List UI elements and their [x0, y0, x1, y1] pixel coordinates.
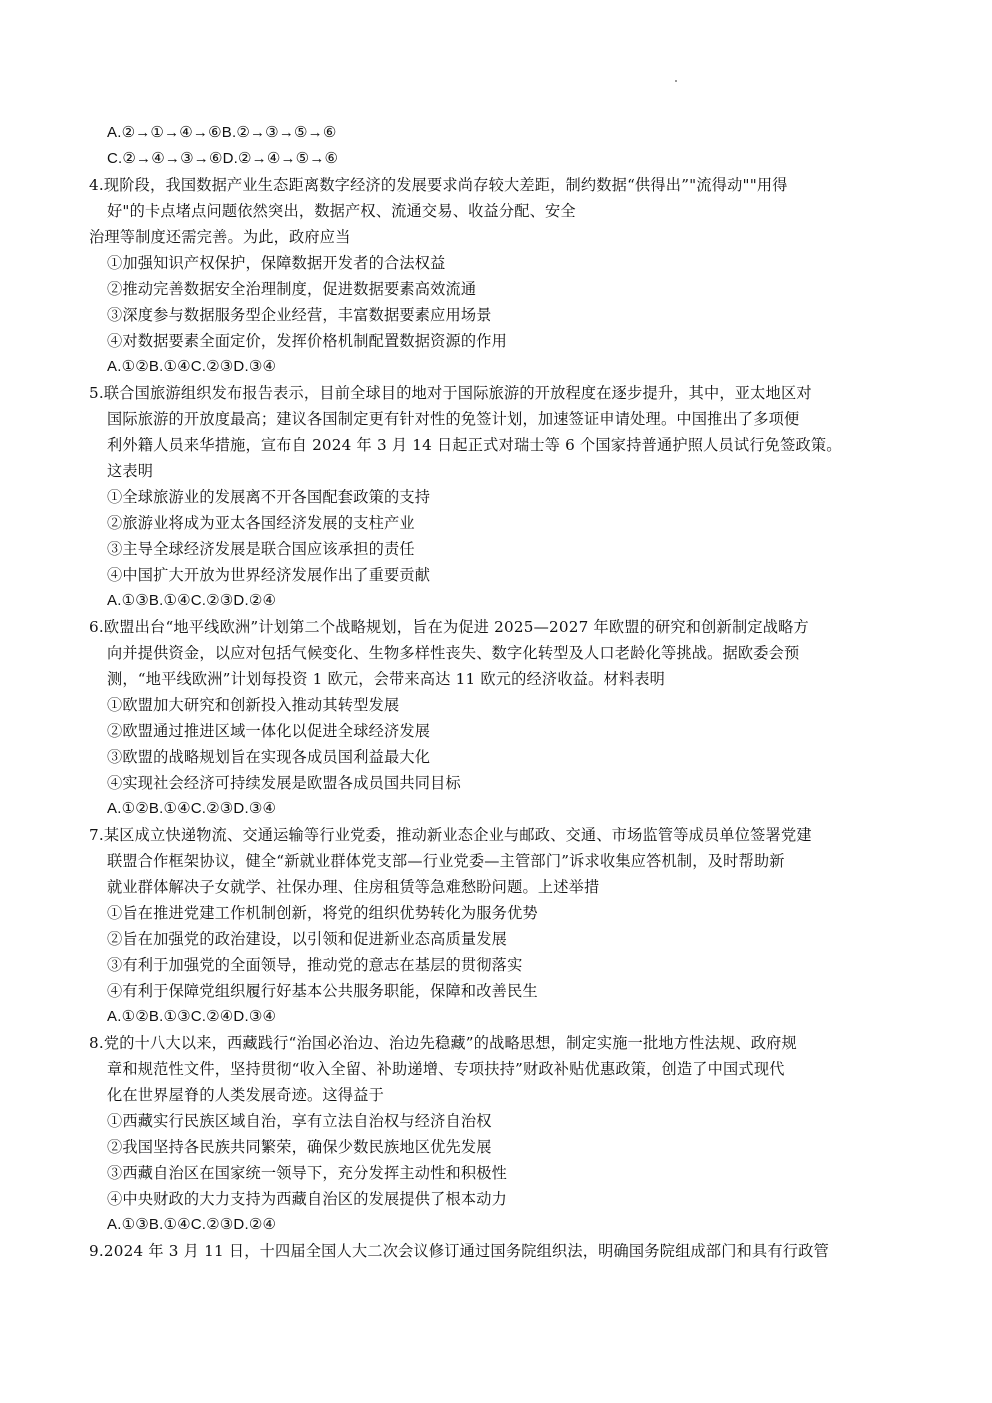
q9-stem-line-1: 9.2024 年 3 月 11 日，十四届全国人大二次会议修订通过国务院组织法，明确国务院组成部门和具有行政管 [89, 1242, 829, 1260]
q4-option-3: ③深度参与数据服务型企业经营，丰富数据要素应用场景 [107, 306, 492, 324]
q4-option-2: ②推动完善数据安全治理制度，促进数据要素高效流通 [107, 280, 477, 298]
q5-option-4: ④中国扩大开放为世界经济发展作出了重要贡献 [107, 566, 431, 584]
q8-option-3: ③西藏自治区在国家统一领导下，充分发挥主动性和积极性 [107, 1164, 508, 1182]
q7-stem-line-2: 联盟合作框架协议，健全“新就业群体党支部—行业党委—主管部门”诉求收集应答机制，及时帮助新 [107, 852, 785, 870]
q8-option-2: ②我国坚持各民族共同繁荣，确保少数民族地区优先发展 [107, 1138, 492, 1156]
q4-option-1: ①加强知识产权保护，保障数据开发者的合法权益 [107, 254, 446, 272]
prev-answer-line-1: A.②→①→④→⑥B.②→③→⑤→⑥ [107, 124, 337, 141]
q8-option-4: ④中央财政的大力支持为西藏自治区的发展提供了根本动力 [107, 1190, 508, 1208]
q8-option-1: ①西藏实行民族区域自治，享有立法自治权与经济自治权 [107, 1112, 492, 1130]
q7-answer-choices: A.①②B.①③C.②④D.③④ [107, 1008, 277, 1025]
q4-stem-line-1: 4.现阶段，我国数据产业生态距离数字经济的发展要求尚存较大差距，制约数据“供得出”"流得动""用得 [89, 176, 788, 194]
q4-stem-line-3: 治理等制度还需完善。为此，政府应当 [89, 228, 351, 246]
q5-option-3: ③主导全球经济发展是联合国应该承担的责任 [107, 540, 415, 558]
q6-stem-line-2: 向并提供资金，以应对包括气候变化、生物多样性丧失、数字化转型及人口老龄化等挑战。据欧委会预 [107, 644, 800, 662]
q4-answer-choices: A.①②B.①④C.②③D.③④ [107, 358, 277, 375]
prev-answer-line-2: C.②→④→③→⑥D.②→④→⑤→⑥ [107, 150, 339, 167]
q5-option-2: ②旅游业将成为亚太各国经济发展的支柱产业 [107, 514, 415, 532]
q6-answer-choices: A.①②B.①④C.②③D.③④ [107, 800, 277, 817]
q4-stem-line-2: 好"的卡点堵点问题依然突出，数据产权、流通交易、收益分配、安全 [107, 202, 576, 220]
q8-stem-line-2: 章和规范性文件，坚持贯彻“收入全留、补助递增、专项扶持”财政补贴优惠政策，创造了中国式现代 [107, 1060, 785, 1078]
q6-option-3: ③欧盟的战略规划旨在实现各成员国利益最大化 [107, 748, 431, 766]
q7-option-2: ②旨在加强党的政治建设，以引领和促进新业态高质量发展 [107, 930, 508, 948]
q4-option-4: ④对数据要素全面定价，发挥价格机制配置数据资源的作用 [107, 332, 508, 350]
q8-answer-choices: A.①③B.①④C.②③D.②④ [107, 1216, 277, 1233]
q5-stem-line-3: 利外籍人员来华措施，宣布自 2024 年 3 月 14 日起正式对瑞士等 6 个国家持普通护照人员试行免签政策。 [107, 436, 842, 454]
q7-stem-line-1: 7.某区成立快递物流、交通运输等行业党委，推动新业态企业与邮政、交通、市场监管等成员单位签署党建 [89, 826, 812, 844]
q5-answer-choices: A.①③B.①④C.②③D.②④ [107, 592, 277, 609]
q7-option-3: ③有利于加强党的全面领导，推动党的意志在基层的贯彻落实 [107, 956, 523, 974]
q7-stem-line-3: 就业群体解决子女就学、社保办理、住房租赁等急难愁盼问题。上述举措 [107, 878, 600, 896]
q6-stem-line-3: 测，“地平线欧洲”计划每投资 1 欧元，会带来高达 11 欧元的经济收益。材料表明 [107, 670, 666, 688]
q5-stem-line-1: 5.联合国旅游组织发布报告表示，目前全球目的地对于国际旅游的开放程度在逐步提升，其中，亚太地区对 [89, 384, 812, 402]
q8-stem-line-1: 8.党的十八大以来，西藏践行“治国必治边、治边先稳藏”的战略思想，制定实施一批地方性法规、政府规 [89, 1034, 797, 1052]
q6-stem-line-1: 6.欧盟出台“地平线欧洲”计划第二个战略规划，旨在为促进 2025—2027 年欧盟的研究和创新制定战略方 [89, 618, 809, 636]
q6-option-2: ②欧盟通过推进区域一体化以促进全球经济发展 [107, 722, 431, 740]
q5-stem-line-4: 这表明 [107, 462, 154, 480]
q5-option-1: ①全球旅游业的发展离不开各国配套政策的支持 [107, 488, 431, 506]
q7-option-1: ①旨在推进党建工作机制创新，将党的组织优势转化为服务优势 [107, 904, 538, 922]
scan-speck [675, 80, 677, 82]
q6-option-1: ①欧盟加大研究和创新投入推动其转型发展 [107, 696, 400, 714]
q6-option-4: ④实现社会经济可持续发展是欧盟各成员国共同目标 [107, 774, 461, 792]
q7-option-4: ④有利于保障党组织履行好基本公共服务职能，保障和改善民生 [107, 982, 538, 1000]
q8-stem-line-3: 化在世界屋脊的人类发展奇迹。这得益于 [107, 1086, 384, 1104]
q5-stem-line-2: 国际旅游的开放度最高；建议各国制定更有针对性的免签计划，加速签证申请处理。中国推出了多项便 [107, 410, 800, 428]
